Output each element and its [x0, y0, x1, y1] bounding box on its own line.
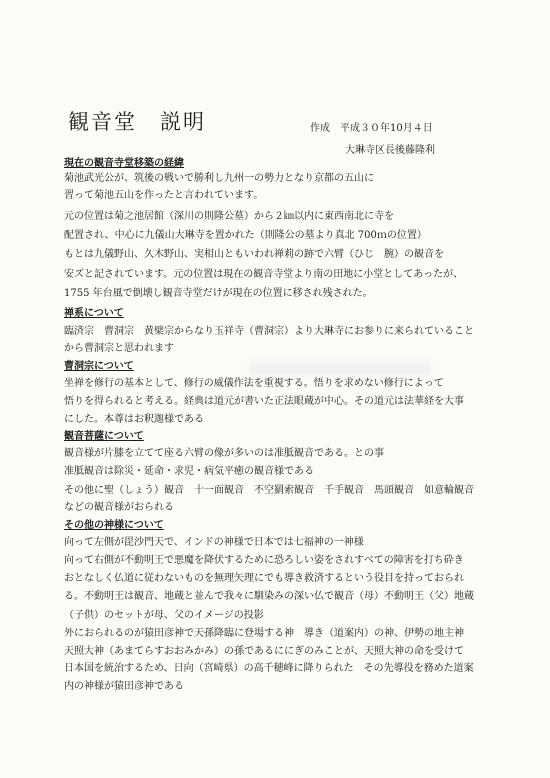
body-line: もとは九儀野山、久木野山、実相山ともいわれ禅莉の跡で六臂（ひじ 腕）の観音を: [64, 249, 444, 260]
body-line: 向って左側が毘沙門天で、インドの神様で日本では七福神の一神様: [64, 537, 364, 548]
body-line: 坐禅を修行の基本として、修行の威儀作法を重視する。悟りを求めない修行によって: [64, 378, 444, 389]
body-line: おとなしく仏道に従わないものを無理矢理にでも導き救済するという役目を持っておられ: [64, 573, 464, 584]
body-line: る。不動明王は観音、地蔵と並んで我々に馴染みの深い仏で観音（母）不動明王（父）地蔵: [64, 591, 474, 602]
body-line: 日本国を統治するため、日向（宮崎県）の高千穂峰に降りられた その先導役を務めた道案: [64, 663, 474, 674]
body-line: などの観音様がおられる: [64, 502, 174, 513]
body-line: から曹洞宗と思われます: [64, 343, 174, 354]
scan-smudge: [250, 362, 430, 376]
body-line: 悟りを得られると考える。経典は道元が書いた正法眼蔵が中心。その道元は法華経を大事: [64, 396, 464, 407]
body-line: 観音様が片膝を立てて座る六臂の像が多いのは准胝観音である。との事: [64, 448, 384, 459]
section-heading: 観音菩薩について: [64, 431, 144, 442]
body-line: 菊池武光公が、筑後の戦いで勝利し九州一の勢力となり京都の五山に: [64, 173, 374, 184]
author-line: 大琳寺区長後藤隆利: [345, 145, 435, 156]
body-line: 習って菊池五山を作ったと言われています。: [64, 190, 264, 201]
body-line: 1755 年台風で倒壊し観音寺堂だけが現在の位置に移され残された。: [64, 288, 373, 299]
body-line: （子供）のセットが母、父のイメージの投影: [64, 610, 264, 621]
body-line: 向って右側が不動明王で悪魔を降伏するために恐ろしい姿をされすべての障害を打ち砕き: [64, 555, 464, 566]
body-line: 配置され、中心に九儀山大琳寺を置かれた（則隆公の墓より真北 700ｍの位置）: [64, 230, 427, 241]
section-heading: 現在の観音寺堂移築の経緯: [64, 158, 184, 169]
body-line: 元の位置は菊之池居館（深川の則隆公墓）から２㎞以内に東西南北に寺を: [64, 211, 394, 222]
body-line: 外におられるのが猿田彦神で天孫降臨に登場する神 導き（道案内）の神、伊勢の地主神: [64, 628, 464, 639]
body-line: 准胝観音は除災・延命・求児・病気平癒の観音様である: [64, 466, 314, 477]
section-heading: その他の神様について: [64, 520, 164, 531]
body-line: 臨済宗 曹洞宗 黄檗宗からなり玉祥寺（曹洞宗）より大琳寺にお参りに来られていること: [64, 326, 474, 337]
body-line: にした。本尊はお釈迦様である: [64, 414, 204, 425]
section-heading: 禅系について: [64, 308, 124, 319]
body-line: 内の神様が猿田彦神である: [64, 681, 184, 692]
section-heading: 曹洞宗について: [64, 361, 134, 372]
body-line: その他に聖（しょう）観音 十一面観音 不空羂索観音 千手観音 馬頭観音 如意輪観音: [64, 485, 474, 496]
document-title: 観音堂 説明: [68, 110, 206, 134]
body-line: 安ズと記されています。元の位置は現在の観音寺堂より南の田地に小堂としてあったが、: [64, 269, 464, 280]
body-line: 天照大神（あまてらすおおみかみ）の孫であるににぎのみことが、天照大神の命を受けて: [64, 646, 464, 657]
creation-date: 作成 平成３０年10月４日: [310, 123, 433, 134]
